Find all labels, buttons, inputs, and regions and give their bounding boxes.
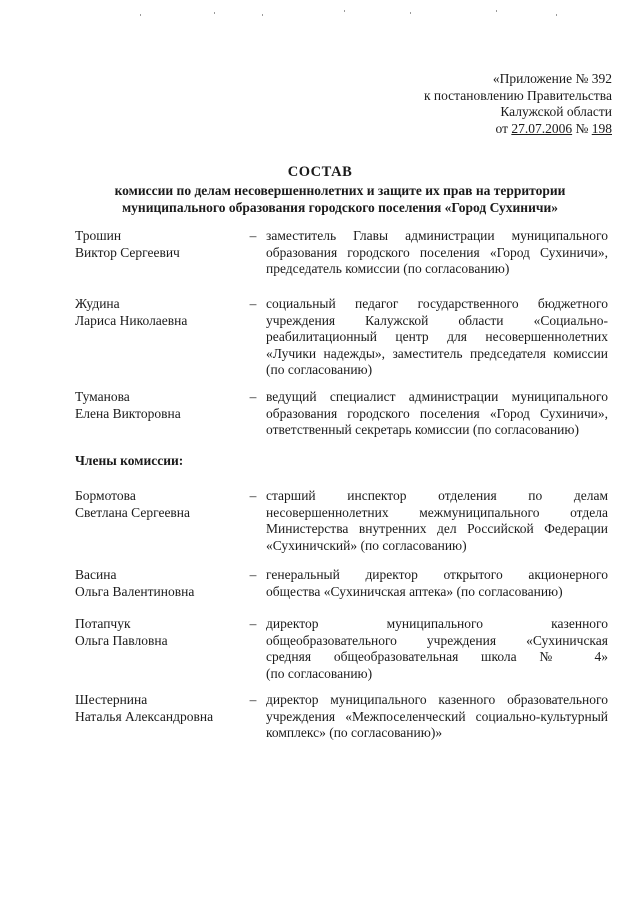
appendix-line-3: Калужской области xyxy=(500,104,612,119)
desc-line: Министерства внутренних дел Российской Федерации xyxy=(266,521,608,536)
first-patronymic: Ольга Павловна xyxy=(75,632,168,648)
scan-specks xyxy=(0,0,640,30)
entry-name xyxy=(75,692,245,725)
entry-description xyxy=(266,567,608,600)
entry-dash: – xyxy=(249,616,257,631)
desc-line: «Лучики надежды», заместитель председателя комиссии xyxy=(266,345,608,361)
appendix-line-2: к постановлению Правительства xyxy=(423,87,612,103)
desc-line: учреждения «Межпоселенческий социально-культурный xyxy=(266,708,608,724)
subtitle-line-1: комиссии по делам несовершеннолетних и защите их прав на территории xyxy=(114,183,566,198)
desc-line: реабилитационный центр для несовершеннолетних xyxy=(266,329,608,344)
desc-line: председатель комиссии (по согласованию) xyxy=(266,261,510,276)
entry-name xyxy=(75,228,245,261)
desc-line: ведущий специалист администрации муниципального xyxy=(266,389,608,404)
entry-name xyxy=(75,296,245,329)
surname: Туманова xyxy=(75,389,130,404)
desc-line: (по согласованию) xyxy=(266,362,373,377)
document-subtitle xyxy=(60,182,620,216)
first-patronymic: Ольга Валентиновна xyxy=(75,583,195,599)
first-patronymic: Виктор Сергеевич xyxy=(75,244,180,260)
entry-description xyxy=(266,228,608,278)
appendix-number-sign: № xyxy=(572,120,592,136)
appendix-reference xyxy=(424,71,612,137)
desc-line: заместитель Главы администрации муниципального xyxy=(266,228,608,243)
entry-description xyxy=(266,616,608,682)
appendix-date: 27.07.2006 xyxy=(511,120,573,136)
entry-name xyxy=(75,616,245,649)
desc-line: образования городского поселения «Город Сухиничи», xyxy=(266,405,608,421)
desc-line: (по согласованию) xyxy=(266,665,373,681)
entry-dash: – xyxy=(249,296,257,311)
entry-name xyxy=(75,488,245,521)
entry-description xyxy=(266,692,608,742)
first-patronymic: Лариса Николаевна xyxy=(75,312,188,328)
surname: Жудина xyxy=(75,296,120,311)
document-title: СОСТАВ xyxy=(287,164,353,180)
entry-dash: – xyxy=(249,692,257,707)
entry-dash: – xyxy=(249,567,257,582)
desc-line: общеобразовательного учреждения «Сухиничская xyxy=(266,632,608,648)
appendix-date-prefix: от xyxy=(495,120,512,136)
desc-line: образования городского поселения «Город Сухиничи», xyxy=(266,244,608,260)
members-heading: Члены комиссии: xyxy=(75,453,184,468)
desc-line: общества «Сухиничская аптека» (по согласованию) xyxy=(266,583,563,599)
desc-line: учреждения Калужской области «Социально- xyxy=(266,312,608,328)
surname: Трошин xyxy=(75,228,122,243)
desc-line: генеральный директор открытого акционерного xyxy=(266,567,608,582)
first-patronymic: Елена Викторовна xyxy=(75,405,181,421)
desc-line: «Сухиничский» (по согласованию) xyxy=(266,537,467,553)
desc-line: ответственный секретарь комиссии (по согласованию) xyxy=(266,422,579,437)
entry-dash: – xyxy=(249,228,257,243)
desc-line: директор муниципального казенного образовательного xyxy=(266,692,608,707)
desc-line: социальный педагог государственного бюджетного xyxy=(266,296,608,311)
desc-line: директор муниципального казенного xyxy=(266,616,608,631)
desc-line: средняя общеобразовательная школа № 4» xyxy=(266,649,608,664)
appendix-line-4 xyxy=(424,121,612,138)
desc-line: несовершеннолетних межмуниципального отдела xyxy=(266,504,608,520)
desc-line: старший инспектор отделения по делам xyxy=(266,488,608,503)
surname: Бормотова xyxy=(75,488,136,503)
entry-description xyxy=(266,389,608,439)
first-patronymic: Светлана Сергеевна xyxy=(75,504,191,520)
first-patronymic: Наталья Александровна xyxy=(75,708,214,724)
entry-dash: – xyxy=(249,488,257,503)
surname: Васина xyxy=(75,567,117,582)
subtitle-line-2: муниципального образования городского поселения «Город Сухиничи» xyxy=(121,200,558,215)
surname: Шестернина xyxy=(75,692,148,707)
entry-name xyxy=(75,567,245,600)
appendix-number: 198 xyxy=(591,120,612,136)
desc-line: комплекс» (по согласованию)» xyxy=(266,725,443,740)
appendix-line-1: «Приложение № 392 xyxy=(492,71,612,86)
entry-dash: – xyxy=(249,389,257,404)
surname: Потапчук xyxy=(75,616,131,631)
entry-description xyxy=(266,296,608,379)
entry-name xyxy=(75,389,245,422)
entry-description xyxy=(266,488,608,554)
